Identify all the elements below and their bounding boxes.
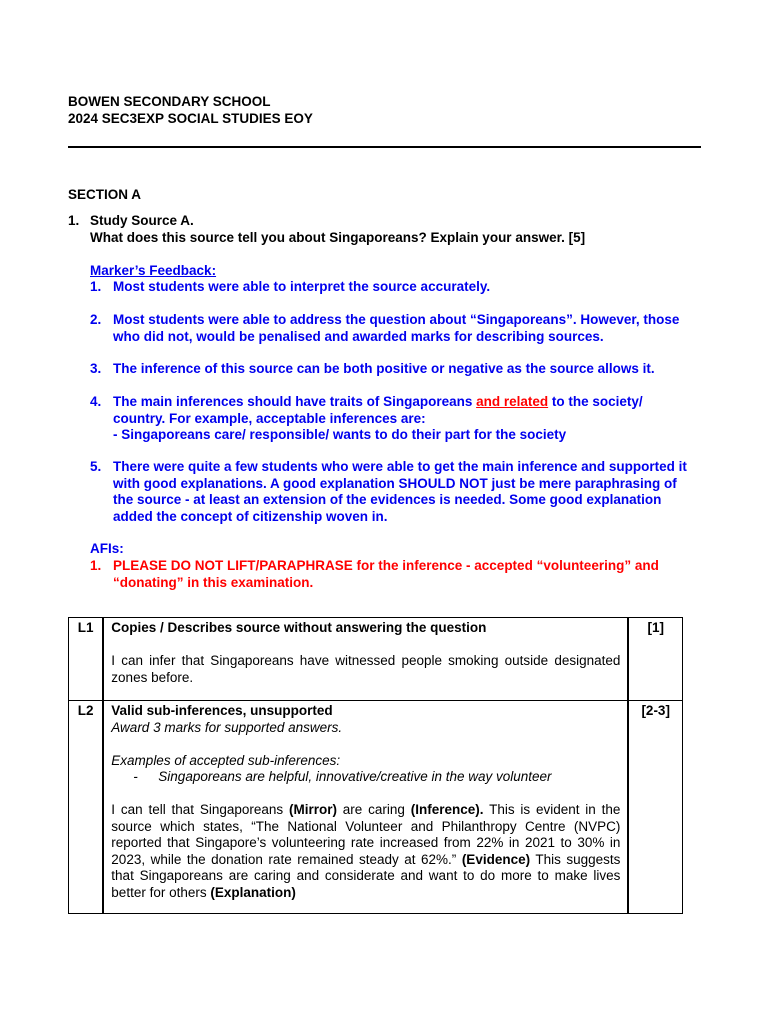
question-instruction: Study Source A. bbox=[90, 213, 194, 228]
bullet-dash: - bbox=[133, 769, 138, 784]
descriptor-cell bbox=[103, 618, 628, 701]
bullet-text: Singaporeans are helpful, innovative/creative in the way volunteer bbox=[158, 769, 552, 784]
marks-cell: [2-3] bbox=[628, 701, 682, 914]
feedback-item-number: 4. bbox=[90, 394, 102, 409]
answer-text: I can tell that Singaporeans bbox=[111, 802, 289, 817]
feedback-item-5 bbox=[90, 459, 687, 525]
exam-title: 2024 SEC3EXP SOCIAL STUDIES EOY bbox=[68, 111, 313, 126]
rubric-table bbox=[68, 617, 683, 914]
feedback-item-text: country. For example, acceptable inferences are: bbox=[113, 410, 426, 426]
feedback-item-text: The main inferences should have traits of Singaporeans bbox=[113, 394, 477, 409]
level-cell: L2 bbox=[69, 701, 104, 914]
answer-tag: (Inference). bbox=[410, 802, 484, 817]
marks-cell: [1] bbox=[628, 618, 682, 701]
feedback-item-2 bbox=[90, 312, 679, 345]
level-descriptor: Valid sub-inferences, unsupported bbox=[111, 703, 333, 718]
highlighted-phrase: and related bbox=[476, 394, 549, 409]
answer-text: This is evident in the source which states, “The National Volunteer and Philanthropy Centre (NVPC) reported that Singapore’s volunteering rate increased from 22% in 2021 to 30% in 2023, while the donation rate remained steady at 62%.” bbox=[111, 802, 621, 867]
feedback-item-text: Most students were able to address the question about “Singaporeans”. However, those bbox=[113, 312, 680, 327]
afis-item-text: PLEASE DO NOT LIFT/PARAPHRASE for the inference - accepted “volunteering” and bbox=[113, 558, 659, 573]
feedback-item-3 bbox=[90, 361, 655, 378]
afis-item-1 bbox=[90, 558, 659, 591]
feedback-item-number: 2. bbox=[90, 312, 102, 327]
afis-title: AFIs: bbox=[90, 541, 124, 556]
examples-heading: Examples of accepted sub-inferences: bbox=[111, 752, 341, 768]
feedback-item-number: 5. bbox=[90, 459, 102, 474]
afis-item-text: “donating” in this examination. bbox=[113, 574, 314, 590]
answer-text: This suggests that Singaporeans are caring and considerate and want to do more to make lives better for others bbox=[111, 851, 621, 900]
sample-answer: I can infer that Singaporeans have witnessed people smoking outside designated zones before. bbox=[111, 653, 621, 685]
feedback-item-4 bbox=[90, 394, 643, 444]
answer-tag: (Evidence) bbox=[461, 851, 531, 867]
marking-note: Award 3 marks for supported answers. bbox=[111, 719, 343, 735]
section-heading: SECTION A bbox=[68, 187, 142, 202]
feedback-item-text: There were quite a few students who were able to get the main inference and supported it bbox=[113, 459, 687, 474]
feedback-title: Marker’s Feedback: bbox=[90, 263, 217, 278]
feedback-item-text: to the society/ bbox=[548, 394, 643, 409]
feedback-item-number: 1. bbox=[90, 279, 102, 294]
header-divider bbox=[68, 146, 701, 148]
school-name: BOWEN SECONDARY SCHOOL bbox=[68, 94, 271, 109]
answer-tag: (Explanation) bbox=[210, 884, 296, 900]
rubric-row-l1 bbox=[69, 618, 683, 701]
feedback-item-text: the source - at least an extension of the evidences is needed. Some good explanation bbox=[113, 492, 662, 507]
afis-item-number: 1. bbox=[90, 558, 102, 573]
level-cell: L1 bbox=[69, 618, 104, 701]
feedback-item-text: The inference of this source can be both positive or negative as the source allows it. bbox=[113, 361, 655, 376]
sample-answer bbox=[111, 802, 620, 901]
question-text: What does this source tell you about Singaporeans? Explain your answer. [5] bbox=[90, 230, 586, 245]
feedback-item-text: added the concept of citizenship woven in. bbox=[113, 508, 388, 524]
feedback-item-text: Most students were able to interpret the source accurately. bbox=[113, 279, 491, 294]
feedback-item-number: 3. bbox=[90, 361, 102, 376]
question-number: 1. bbox=[68, 213, 80, 228]
level-descriptor: Copies / Describes source without answering the question bbox=[111, 620, 487, 635]
example-bullet bbox=[111, 769, 620, 786]
feedback-item-text: with good explanations. A good explanation SHOULD NOT just be mere paraphrasing of bbox=[113, 475, 677, 491]
answer-tag: (Mirror) bbox=[288, 802, 337, 817]
answer-text: are caring bbox=[336, 802, 411, 817]
feedback-item-text: who did not, would be penalised and awarded marks for describing sources. bbox=[113, 328, 604, 344]
feedback-item-1 bbox=[90, 279, 490, 296]
descriptor-cell bbox=[103, 701, 628, 914]
feedback-item-text: - Singaporeans care/ responsible/ wants to do their part for the society bbox=[113, 427, 567, 442]
rubric-row-l2 bbox=[69, 701, 683, 914]
